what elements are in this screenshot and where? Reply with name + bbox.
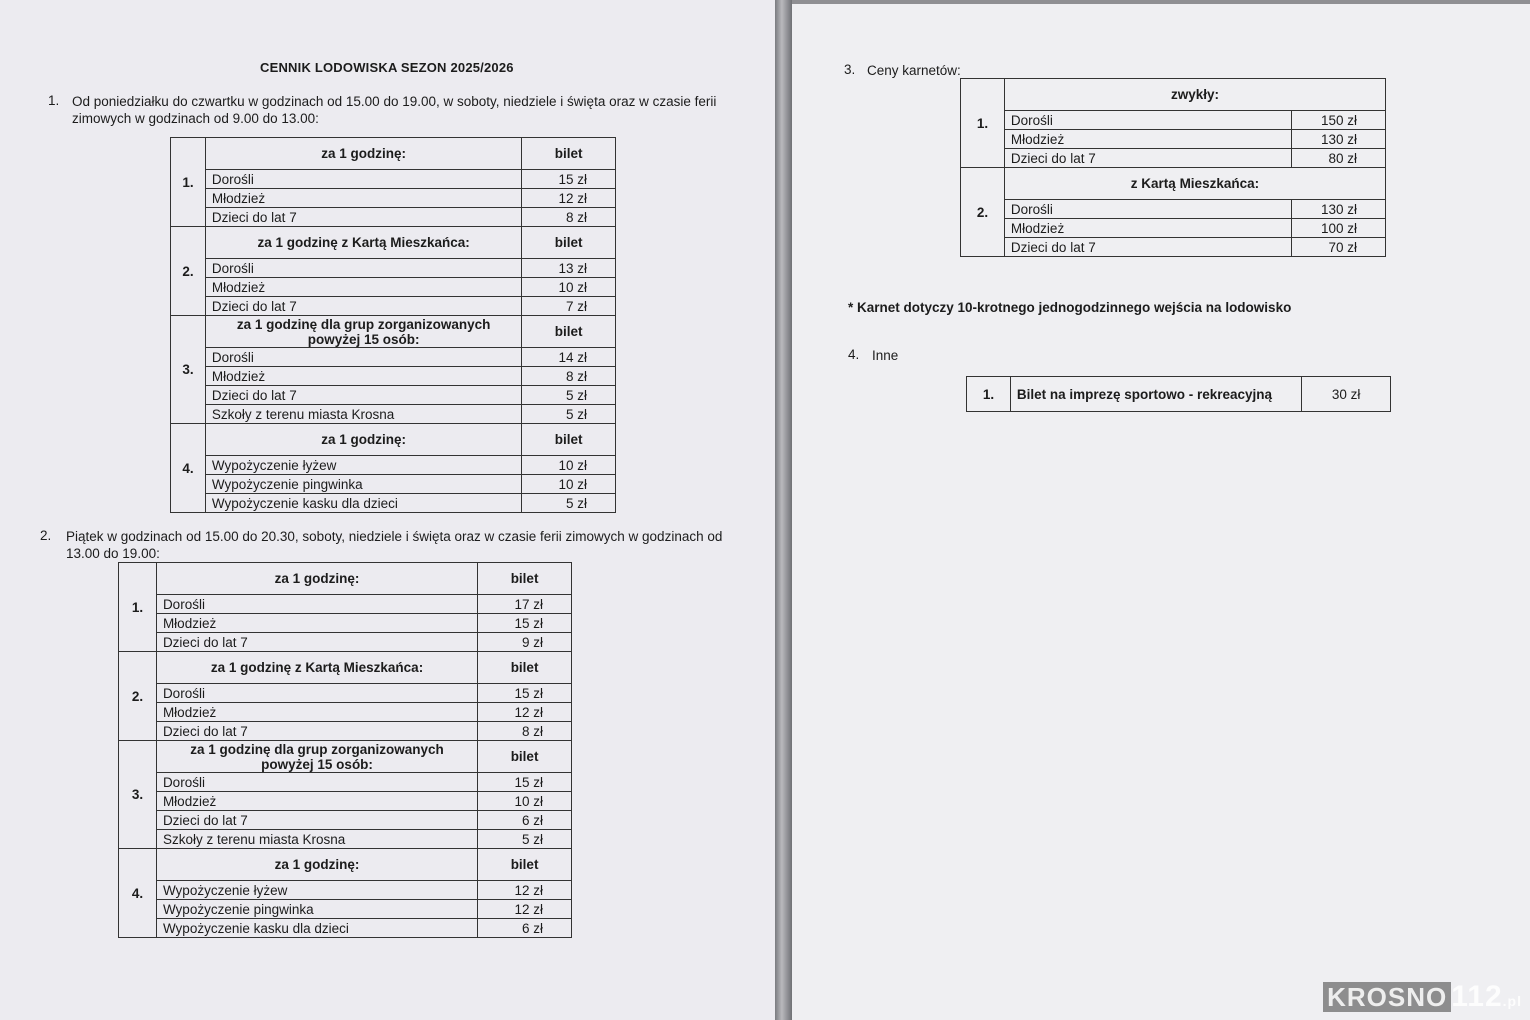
watermark-number: 112 bbox=[1451, 980, 1503, 1013]
section4-label: Inne bbox=[872, 348, 899, 363]
row-price: 9 zł bbox=[478, 633, 572, 652]
row-price: 100 zł bbox=[1292, 219, 1386, 238]
section1-text: Od poniedziałku do czwartku w godzinach od 15.00 do 19.00, w soboty, niedziele i święta oraz w czasie ferii zimowych w godzinach od 9.00 do 13.00: bbox=[72, 94, 717, 126]
row-label: Młodzież bbox=[205, 278, 521, 297]
bilet-header: bilet bbox=[522, 424, 616, 456]
row-price: 15 zł bbox=[478, 773, 572, 792]
group-number: 1. bbox=[961, 79, 1005, 168]
row-label: Młodzież bbox=[156, 792, 477, 811]
row-price: 80 zł bbox=[1292, 149, 1386, 168]
row-price: 6 zł bbox=[478, 811, 572, 830]
row-label: Wypożyczenie łyżew bbox=[156, 881, 477, 900]
table-row bbox=[961, 111, 1386, 130]
table-row bbox=[171, 367, 616, 386]
bilet-header: bilet bbox=[522, 316, 616, 348]
group-heading: za 1 godzinę: bbox=[156, 849, 477, 881]
row-label: Dorośli bbox=[205, 170, 521, 189]
row-label: Dzieci do lat 7 bbox=[205, 297, 521, 316]
group-heading: za 1 godzinę: bbox=[205, 424, 521, 456]
table-row bbox=[171, 278, 616, 297]
row-label: Dzieci do lat 7 bbox=[156, 811, 477, 830]
row-label: Dzieci do lat 7 bbox=[205, 208, 521, 227]
row-label: Dorośli bbox=[205, 348, 521, 367]
group-heading: za 1 godzinę: bbox=[205, 138, 521, 170]
bilet-header: bilet bbox=[522, 138, 616, 170]
group-header-row bbox=[119, 563, 572, 595]
group-number: 2. bbox=[961, 168, 1005, 257]
row-price: 17 zł bbox=[478, 595, 572, 614]
row-label: Dorośli bbox=[156, 595, 477, 614]
table-row bbox=[171, 405, 616, 424]
table-row bbox=[961, 219, 1386, 238]
karnet-note: * Karnet dotyczy 10-krotnego jednogodzinnego wejścia na lodowisko bbox=[848, 300, 1292, 315]
row-label: Wypożyczenie łyżew bbox=[205, 456, 521, 475]
group-number: 3. bbox=[171, 316, 206, 424]
table-row bbox=[119, 684, 572, 703]
watermark-tld: .pl bbox=[1502, 993, 1522, 1009]
row-price: 10 zł bbox=[478, 792, 572, 811]
table-row bbox=[171, 297, 616, 316]
row-label: Bilet na imprezę sportowo - rekreacyjną bbox=[1010, 377, 1301, 412]
table-row bbox=[119, 919, 572, 938]
row-label: Dzieci do lat 7 bbox=[1004, 149, 1291, 168]
row-label: Dorośli bbox=[205, 259, 521, 278]
table-row bbox=[171, 475, 616, 494]
row-label: Młodzież bbox=[1004, 219, 1291, 238]
row-price: 13 zł bbox=[522, 259, 616, 278]
watermark-logo bbox=[1323, 980, 1522, 1014]
table-row bbox=[171, 259, 616, 278]
page-gap bbox=[775, 0, 792, 1020]
section4-number: 4. bbox=[848, 347, 860, 362]
row-price: 7 zł bbox=[522, 297, 616, 316]
row-price: 15 zł bbox=[522, 170, 616, 189]
row-price: 5 zł bbox=[522, 494, 616, 513]
table-row bbox=[119, 881, 572, 900]
bilet-header: bilet bbox=[478, 741, 572, 773]
bilet-header: bilet bbox=[522, 227, 616, 259]
group-heading: zwykły: bbox=[1004, 79, 1385, 111]
row-label: Szkoły z terenu miasta Krosna bbox=[205, 405, 521, 424]
section2-text: Piątek w godzinach od 15.00 do 20.30, soboty, niedziele i święta oraz w czasie ferii zimowych w godzinach od 13.00 do 19.00: bbox=[66, 529, 723, 561]
row-price: 5 zł bbox=[522, 386, 616, 405]
table-row bbox=[119, 900, 572, 919]
table-row bbox=[119, 773, 572, 792]
table-row bbox=[961, 149, 1386, 168]
group-header-row bbox=[961, 79, 1386, 111]
group-heading: za 1 godzinę z Kartą Mieszkańca: bbox=[156, 652, 477, 684]
row-price: 30 zł bbox=[1302, 377, 1391, 412]
row-label: Wypożyczenie pingwinka bbox=[205, 475, 521, 494]
row-price: 5 zł bbox=[478, 830, 572, 849]
table-row bbox=[171, 170, 616, 189]
row-label: Wypożyczenie kasku dla dzieci bbox=[205, 494, 521, 513]
table-row bbox=[119, 792, 572, 811]
table-row bbox=[119, 703, 572, 722]
row-price: 70 zł bbox=[1292, 238, 1386, 257]
row-label: Szkoły z terenu miasta Krosna bbox=[156, 830, 477, 849]
row-price: 14 zł bbox=[522, 348, 616, 367]
row-label: Dzieci do lat 7 bbox=[1004, 238, 1291, 257]
group-number: 3. bbox=[119, 741, 157, 849]
group-number: 1. bbox=[119, 563, 157, 652]
group-number: 2. bbox=[119, 652, 157, 741]
other-row bbox=[967, 377, 1391, 412]
price-table-1 bbox=[170, 137, 616, 513]
row-price: 10 zł bbox=[522, 475, 616, 494]
table-row bbox=[119, 830, 572, 849]
table-row bbox=[119, 811, 572, 830]
row-price: 12 zł bbox=[478, 881, 572, 900]
row-price: 6 zł bbox=[478, 919, 572, 938]
group-header-row bbox=[171, 138, 616, 170]
group-heading: za 1 godzinę: bbox=[156, 563, 477, 595]
row-price: 12 zł bbox=[478, 703, 572, 722]
table-row bbox=[171, 189, 616, 208]
table-row bbox=[961, 200, 1386, 219]
row-price: 130 zł bbox=[1292, 130, 1386, 149]
row-label: Dorośli bbox=[156, 773, 477, 792]
row-price: 150 zł bbox=[1292, 111, 1386, 130]
section1-number: 1. bbox=[48, 93, 60, 108]
row-label: Dzieci do lat 7 bbox=[205, 386, 521, 405]
table-row bbox=[171, 386, 616, 405]
group-header-row bbox=[119, 849, 572, 881]
group-heading: za 1 godzinę dla grup zorganizowanych powyżej 15 osób: bbox=[205, 316, 521, 348]
row-price: 8 zł bbox=[522, 208, 616, 227]
other-table bbox=[966, 376, 1391, 412]
row-label: Młodzież bbox=[156, 703, 477, 722]
row-label: Dorośli bbox=[1004, 200, 1291, 219]
group-header-row bbox=[171, 316, 616, 348]
row-label: Dzieci do lat 7 bbox=[156, 633, 477, 652]
row-price: 15 zł bbox=[478, 614, 572, 633]
bilet-header: bilet bbox=[478, 563, 572, 595]
row-number: 1. bbox=[967, 377, 1011, 412]
table-row bbox=[171, 494, 616, 513]
table-row bbox=[171, 456, 616, 475]
row-price: 5 zł bbox=[522, 405, 616, 424]
row-label: Młodzież bbox=[156, 614, 477, 633]
row-label: Wypożyczenie pingwinka bbox=[156, 900, 477, 919]
group-number: 4. bbox=[171, 424, 206, 513]
row-price: 8 zł bbox=[478, 722, 572, 741]
row-label: Dorośli bbox=[1004, 111, 1291, 130]
section3-number: 3. bbox=[844, 62, 856, 77]
group-heading: za 1 godzinę dla grup zorganizowanych powyżej 15 osób: bbox=[156, 741, 477, 773]
table-row bbox=[171, 348, 616, 367]
table-row bbox=[171, 208, 616, 227]
group-number: 1. bbox=[171, 138, 206, 227]
group-heading: z Kartą Mieszkańca: bbox=[1004, 168, 1385, 200]
table-row bbox=[119, 595, 572, 614]
price-table-2 bbox=[118, 562, 572, 938]
row-price: 10 zł bbox=[522, 278, 616, 297]
table-row bbox=[961, 238, 1386, 257]
group-header-row bbox=[961, 168, 1386, 200]
group-number: 4. bbox=[119, 849, 157, 938]
row-label: Młodzież bbox=[205, 367, 521, 386]
row-label: Dorośli bbox=[156, 684, 477, 703]
row-price: 10 zł bbox=[522, 456, 616, 475]
row-label: Wypożyczenie kasku dla dzieci bbox=[156, 919, 477, 938]
row-price: 8 zł bbox=[522, 367, 616, 386]
karnet-table bbox=[960, 78, 1386, 257]
table-row bbox=[119, 722, 572, 741]
table-row bbox=[961, 130, 1386, 149]
section3-label: Ceny karnetów: bbox=[867, 63, 961, 78]
table-row bbox=[119, 633, 572, 652]
right-page bbox=[792, 4, 1530, 1020]
section2-number: 2. bbox=[40, 528, 52, 543]
row-price: 130 zł bbox=[1292, 200, 1386, 219]
row-price: 12 zł bbox=[478, 900, 572, 919]
bilet-header: bilet bbox=[478, 849, 572, 881]
table-row bbox=[119, 614, 572, 633]
row-label: Młodzież bbox=[1004, 130, 1291, 149]
group-header-row bbox=[171, 227, 616, 259]
watermark-brand: KROSNO bbox=[1323, 982, 1451, 1012]
group-number: 2. bbox=[171, 227, 206, 316]
bilet-header: bilet bbox=[478, 652, 572, 684]
row-price: 15 zł bbox=[478, 684, 572, 703]
group-header-row bbox=[119, 652, 572, 684]
group-header-row bbox=[171, 424, 616, 456]
row-label: Młodzież bbox=[205, 189, 521, 208]
document-title: CENNIK LODOWISKA SEZON 2025/2026 bbox=[260, 60, 514, 75]
group-header-row bbox=[119, 741, 572, 773]
group-heading: za 1 godzinę z Kartą Mieszkańca: bbox=[205, 227, 521, 259]
row-price: 12 zł bbox=[522, 189, 616, 208]
row-label: Dzieci do lat 7 bbox=[156, 722, 477, 741]
